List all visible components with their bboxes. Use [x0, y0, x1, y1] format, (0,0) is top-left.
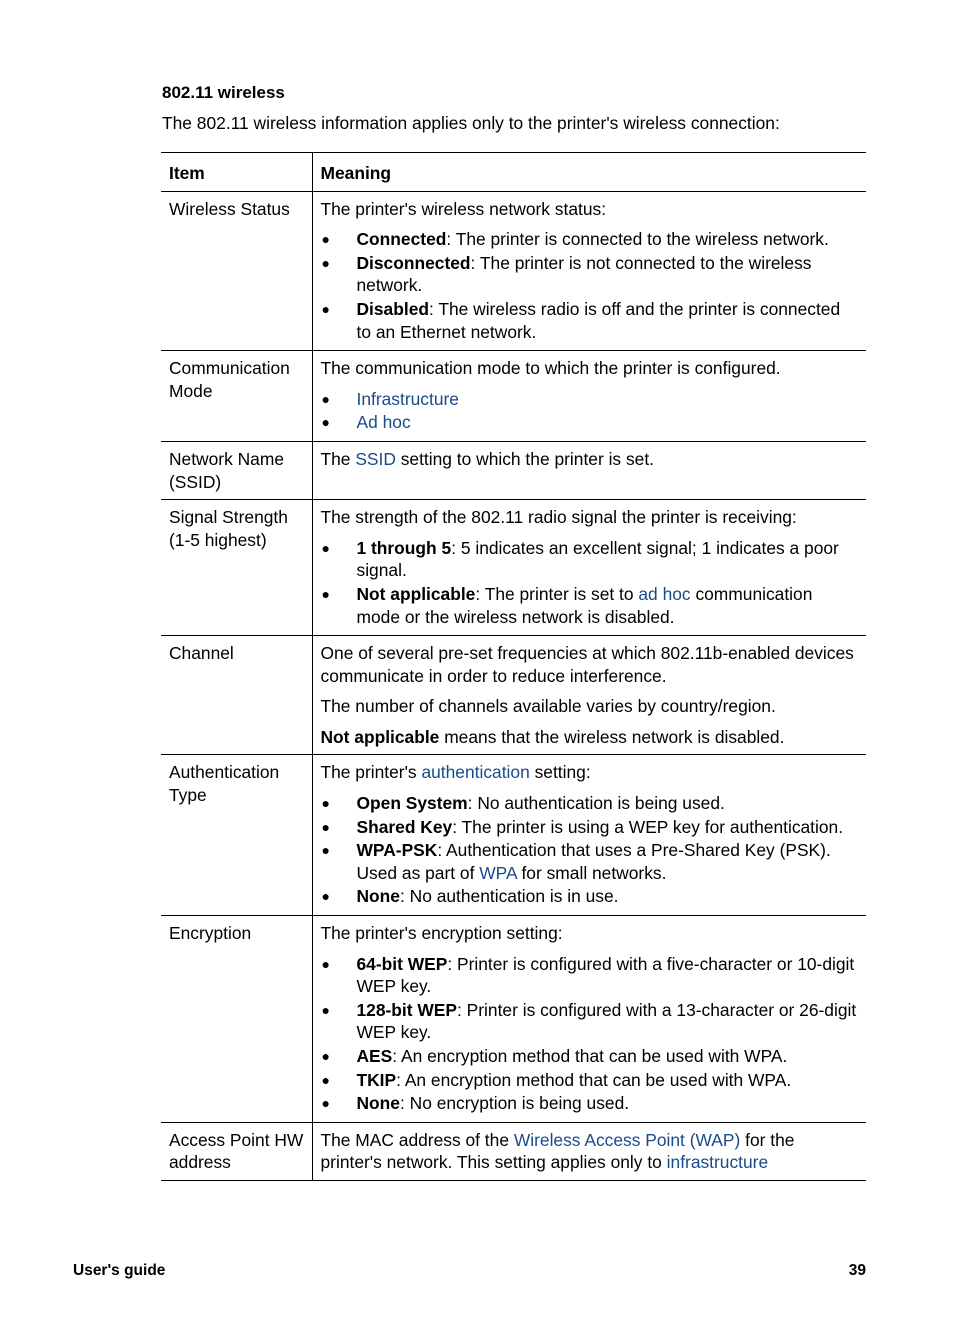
row-item-authentication-type: Authentication Type	[161, 755, 312, 916]
list-item	[321, 252, 859, 297]
bullet-term: Connected	[356, 229, 447, 250]
bullet-term: AES	[356, 1046, 393, 1066]
row-item-channel: Channel	[161, 636, 312, 755]
bullet-term: Open System	[356, 793, 468, 814]
wireless-info-table	[161, 152, 866, 1181]
bullet-text: : No authentication is in use.	[399, 886, 619, 907]
text-fragment: for the printer's network. This setting applies only to	[320, 1129, 795, 1173]
list-item	[321, 816, 859, 839]
infrastructure-link[interactable]: infrastructure	[666, 1152, 769, 1173]
bullet-term: Shared Key	[356, 816, 453, 837]
list-item	[321, 999, 859, 1044]
bullet-text: : An encryption method that can be used with WPA.	[392, 1046, 788, 1066]
table-row	[161, 636, 866, 755]
text-fragment: The printer's	[320, 762, 422, 783]
row-description: One of several pre-set frequencies at which 802.11b-enabled devices communicate in order to reduce interference.	[320, 643, 854, 686]
list-item	[321, 298, 859, 343]
bullet-term: 1 through 5	[356, 537, 452, 558]
text-fragment: The	[320, 448, 356, 469]
list-item	[321, 411, 859, 434]
text-fragment: means that the wireless network is disabled.	[439, 726, 785, 747]
bullet-text: : No encryption is being used.	[399, 1093, 630, 1114]
row-meaning	[312, 191, 866, 351]
bullet-text: : 5 indicates an excellent signal; 1 indicates a poor signal.	[356, 537, 839, 581]
column-header-item: Item	[161, 153, 312, 192]
bullet-term: TKIP	[356, 1069, 397, 1090]
list-item	[321, 537, 859, 582]
table-row	[161, 441, 866, 499]
column-header-meaning: Meaning	[312, 153, 866, 192]
bullet-list	[321, 792, 859, 908]
bullet-term: 64-bit WEP	[356, 953, 448, 974]
authentication-link[interactable]: authentication	[421, 762, 530, 783]
row-item-access-point: Access Point HW address	[161, 1122, 312, 1180]
text-fragment: setting to which the printer is set.	[395, 448, 654, 469]
row-meaning	[312, 441, 866, 499]
intro-text: The 802.11 wireless information applies only to the printer's wireless connection:	[162, 113, 780, 133]
ad-hoc-link[interactable]: ad hoc	[638, 583, 691, 604]
text-fragment: setting:	[529, 762, 591, 783]
bullet-list	[321, 388, 859, 434]
text-fragment: The MAC address of the	[320, 1129, 514, 1150]
row-description: The printer's wireless network status:	[320, 198, 607, 219]
bullet-text: : Printer is configured with a five-character or 10-digit WEP key.	[356, 953, 855, 997]
bullet-term: WPA-PSK	[356, 840, 438, 861]
row-meaning	[312, 755, 866, 916]
list-item	[321, 388, 859, 411]
list-item	[321, 228, 859, 251]
list-item	[321, 839, 859, 884]
row-item-signal-strength: Signal Strength (1-5 highest)	[161, 500, 312, 636]
bullet-term: Disabled	[356, 298, 429, 319]
bullet-text: : The wireless radio is off and the printer is connected to an Ethernet network.	[356, 298, 841, 342]
bullet-term: None	[356, 886, 400, 907]
ssid-link[interactable]: SSID	[355, 448, 396, 469]
bullet-term: Disconnected	[356, 252, 471, 273]
section-title: 802.11 wireless	[162, 83, 285, 102]
bullet-text: communication mode or the wireless network is disabled.	[356, 583, 813, 627]
row-description: The strength of the 802.11 radio signal the printer is receiving:	[320, 507, 797, 528]
row-description: The number of channels available varies by country/region.	[320, 696, 776, 717]
row-item-communication-mode: Communication Mode	[161, 351, 312, 442]
bullet-text: for small networks.	[516, 862, 667, 883]
row-description	[321, 761, 859, 784]
page-number: 39	[848, 1262, 866, 1279]
list-item	[321, 1069, 859, 1092]
row-description: The communication mode to which the printer is configured.	[320, 358, 781, 379]
infrastructure-link[interactable]: Infrastructure	[356, 388, 459, 409]
list-item	[321, 1045, 859, 1068]
wap-link[interactable]: Wireless Access Point (WAP)	[513, 1129, 741, 1150]
bold-term: Not applicable	[320, 726, 440, 747]
bullet-text: : Printer is configured with a 13-character or 26-digit WEP key.	[356, 999, 857, 1043]
list-item	[321, 792, 859, 815]
table-row	[161, 351, 866, 442]
wpa-link[interactable]: WPA	[479, 862, 517, 883]
list-item	[321, 583, 859, 628]
row-description: The printer's encryption setting:	[320, 923, 563, 944]
bullet-list	[321, 537, 859, 628]
list-item	[321, 885, 859, 908]
table-row	[161, 191, 866, 351]
bullet-text: : Authentication that uses a Pre-Shared Key (PSK). Used as part of	[356, 840, 831, 883]
bullet-term: 128-bit WEP	[356, 999, 457, 1020]
row-description	[321, 1129, 859, 1174]
table-row	[161, 1122, 866, 1180]
bullet-text: : The printer is using a WEP key for authentication.	[452, 816, 844, 837]
row-item-encryption: Encryption	[161, 916, 312, 1123]
row-item-wireless-status: Wireless Status	[161, 191, 312, 351]
ad-hoc-link[interactable]: Ad hoc	[356, 412, 411, 433]
row-meaning	[312, 351, 866, 442]
list-item	[321, 953, 859, 998]
bullet-text: : The printer is not connected to the wireless network.	[356, 252, 812, 296]
bullet-term: Not applicable	[356, 583, 476, 604]
row-meaning	[312, 500, 866, 636]
row-description	[321, 448, 859, 471]
bullet-text: : An encryption method that can be used with WPA.	[396, 1069, 792, 1090]
row-description	[321, 726, 859, 749]
row-meaning	[312, 916, 866, 1123]
bullet-list	[321, 228, 859, 343]
row-meaning	[312, 636, 866, 755]
bullet-text: : The printer is connected to the wireless network.	[446, 229, 829, 250]
bullet-text: : The printer is set to	[475, 583, 639, 604]
bullet-list	[321, 953, 859, 1115]
row-meaning	[312, 1122, 866, 1180]
list-item	[321, 1092, 859, 1115]
table-row	[161, 500, 866, 636]
footer-title: User's guide	[73, 1262, 166, 1279]
table-row	[161, 916, 866, 1123]
table-row	[161, 755, 866, 916]
table-header-row	[161, 153, 866, 192]
bullet-term: None	[356, 1093, 400, 1114]
bullet-text: : No authentication is being used.	[467, 793, 725, 814]
row-item-network-name: Network Name (SSID)	[161, 441, 312, 499]
